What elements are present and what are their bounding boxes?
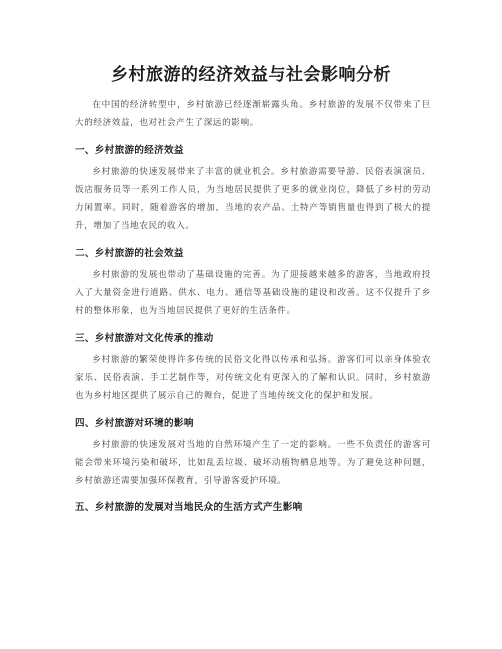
section-heading: 四、乡村旅游对环境的影响 [75,417,194,429]
document-body [75,96,431,520]
section-5 [75,499,431,513]
section-2 [75,245,431,321]
document-title: 乡村旅游的经济效益与社会影响分析 [111,65,391,85]
section-paragraph: 乡村旅游的繁荣使得许多传统的民俗文化得以传承和弘扬。游客们可以亲身体验农家乐、民俗表演、手工艺制作等，对传统文化有更深入的了解和认识。同时，乡村旅游也为乡村地区提供了展示自己的舞台，促进了当地传统文化的保护和发展。 [75,354,431,402]
intro-paragraph: 在中国的经济转型中，乡村旅游已经逐渐崭露头角。乡村旅游的发展不仅带来了巨大的经济效益，也对社会产生了深远的影响。 [75,100,431,129]
section-heading: 五、乡村旅游的发展对当地民众的生活方式产生影响 [75,502,303,514]
section-1 [75,142,431,236]
section-3 [75,330,431,406]
section-heading: 二、乡村旅游的社会效益 [75,247,184,259]
section-paragraph: 乡村旅游的快速发展带来了丰富的就业机会。乡村旅游需要导游、民俗表演演员、饭店服务员等一系列工作人员，为当地居民提供了更多的就业岗位，降低了乡村的劳动力闲置率。同时，随着游客的增加，当地的农产品、土特产等销售量也得到了极大的提升，增加了当地农民的收入。 [75,166,431,232]
section-heading: 三、乡村旅游对文化传承的推动 [75,332,214,344]
section-heading: 一、乡村旅游的经济效益 [75,144,184,156]
section-paragraph: 乡村旅游的发展也带动了基础设施的完善。为了迎接越来越多的游客，当地政府投入了大量资金进行道路、供水、电力、通信等基础设施的建设和改善。这不仅提升了乡村的整体形象，也为当地居民提供了更好的生活条件。 [75,269,431,317]
section-4 [75,415,431,491]
section-paragraph: 乡村旅游的快速发展对当地的自然环境产生了一定的影响。一些不负责任的游客可能会带来环境污染和破坏，比如乱丢垃圾、破坏动植物栖息地等。为了避免这种问题，乡村旅游还需要加强环保教育，引导游客爱护环境。 [75,439,431,487]
